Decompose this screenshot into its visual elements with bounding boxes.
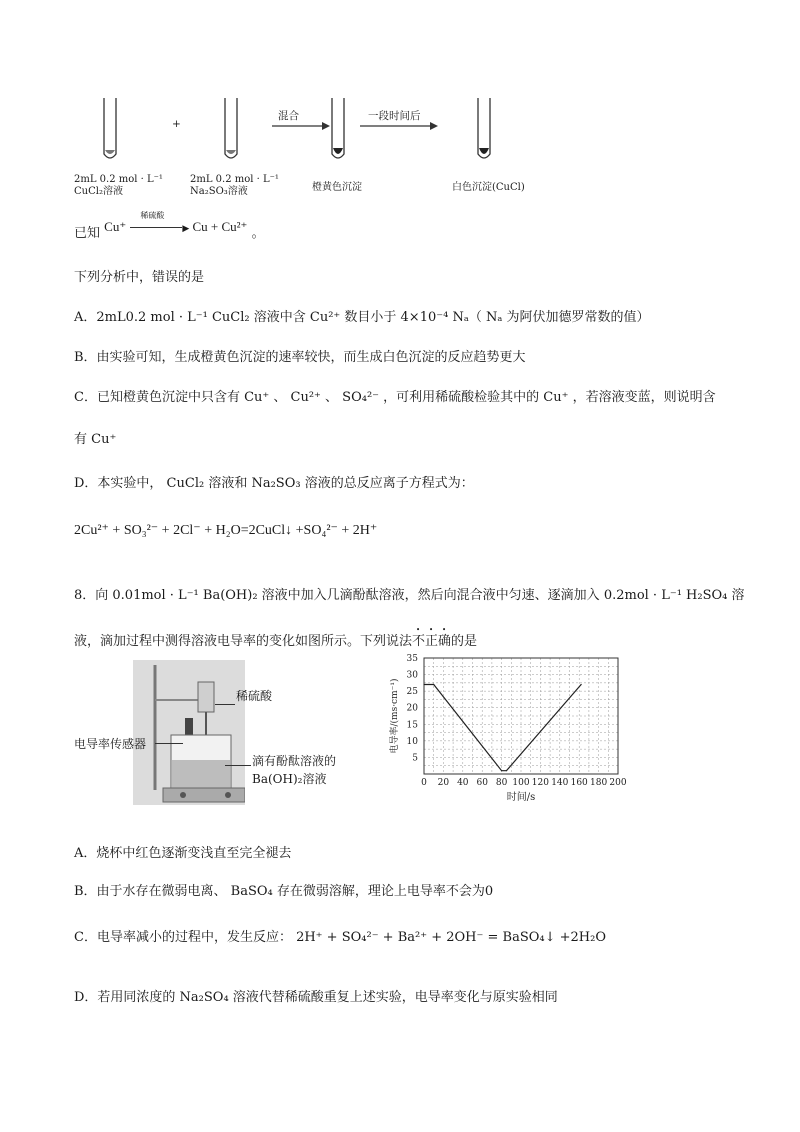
q8-option-b: B．由于水存在微弱电离、 BaSO₄ 存在微弱溶解，理论上电导率不会为0 <box>74 884 494 899</box>
x-tick-label: 0 <box>421 778 427 788</box>
data-point <box>506 770 507 771</box>
data-point <box>423 684 424 685</box>
q7-option-a: A．2mL0.2 mol · L⁻¹ CuCl₂ 溶液中含 Cu²⁺ 数目小于 4×10⁻⁴ Nₐ（ Nₐ 为阿伏加德罗常数的值） <box>74 310 650 325</box>
conductivity-chart <box>388 650 638 810</box>
x-tick-label: 40 <box>457 778 469 788</box>
condition-arrow: 稀硫酸 ▶ <box>130 220 188 235</box>
x-tick-label: 100 <box>512 778 530 788</box>
arrow-time-label: 一段时间后 <box>368 110 421 122</box>
q7-option-c: C．已知橙黄色沉淀中只含有 Cu⁺ 、 Cu²⁺ 、 SO₄²⁻ ，可利用稀硫酸检验其中的 Cu⁺ ，若溶液变蓝，则说明含 <box>74 390 716 405</box>
x-axis-label: 时间/s <box>506 792 536 803</box>
y-tick-label: 30 <box>406 670 418 681</box>
label-solution-2: Ba(OH)₂溶液 <box>252 772 327 786</box>
conductivity-line <box>424 685 581 771</box>
tube-diagram <box>60 90 580 170</box>
x-tick-label: 200 <box>609 778 627 788</box>
x-tick-label: 160 <box>570 778 588 788</box>
arrow-mix-label: 混合 <box>278 110 299 122</box>
y-axis-label: 电导率/(ms·cm⁻¹) <box>390 678 400 754</box>
data-point <box>581 684 582 685</box>
q7-option-d: D．本实验中， CuCl₂ 溶液和 Na₂SO₃ 溶液的总反应离子方程式为： <box>74 476 474 491</box>
y-tick-label: 10 <box>406 736 418 747</box>
q8-option-d: D．若用同浓度的 Na₂SO₄ 溶液代替稀硫酸重复上述实验，电导率变化与原实验相同 <box>74 990 558 1005</box>
q7-option-c-cont: 有 Cu⁺ <box>74 432 117 447</box>
label-sensor: 电导率传感器 <box>74 737 147 751</box>
data-point <box>433 684 434 685</box>
test-tube-1 <box>104 98 116 158</box>
q8-option-a: A．烧杯中红色逐渐变浅直至完全褪去 <box>74 846 292 861</box>
x-tick-label: 80 <box>495 778 508 788</box>
tube4-label: 白色沉淀(CuCl) <box>452 182 525 193</box>
y-tick-label: 20 <box>406 703 418 714</box>
leader-sensor <box>155 743 183 744</box>
label-solution-1: 滴有酚酞溶液的 <box>252 754 337 768</box>
data-point <box>501 770 502 771</box>
apparatus-drawing <box>133 660 245 805</box>
x-tick-label: 120 <box>531 778 549 788</box>
tube2-label: 2mL 0.2 mol · L⁻¹ Na₂SO₃溶液 <box>190 174 279 197</box>
q7-stem: 下列分析中，错误的是 <box>74 270 205 285</box>
q8-stem-line1: 8．向 0.01mol · L⁻¹ Ba(OH)₂ 溶液中加入几滴酚酞溶液，然后向混合液中匀速、逐滴加入 0.2mol · L⁻¹ H₂SO₄ 溶 <box>74 588 745 603</box>
label-acid: 稀硫酸 <box>236 689 273 703</box>
test-tube-4 <box>478 98 490 158</box>
emphasized-not-correct: 不正确 <box>412 634 452 649</box>
tube1-label: 2mL 0.2 mol · L⁻¹ CuCl₂溶液 <box>74 174 163 197</box>
y-tick-label: 35 <box>406 654 418 664</box>
q7-equation: 2Cu²⁺ + SO₃²⁻ + 2Cl⁻ + H₂O=2CuCl↓ +SO₄²⁻ + 2H⁺ <box>74 523 378 538</box>
test-tube-3 <box>332 98 344 158</box>
x-tick-label: 140 <box>551 778 569 788</box>
x-tick-label: 180 <box>590 778 608 788</box>
test-tube-2 <box>225 98 237 158</box>
q8-stem-line2: 液，滴加过程中测得溶液电导率的变化如图所示。下列说法不正确的是 <box>74 634 478 649</box>
leader-solution <box>225 765 251 766</box>
leader-acid <box>215 704 235 705</box>
q7-option-b: B．由实验可知，生成橙黄色沉淀的速率较快，而生成白色沉淀的反应趋势更大 <box>74 350 526 365</box>
known-reaction: 已知 Cu⁺ 稀硫酸 ▶ Cu + Cu²⁺ 。 <box>74 211 265 241</box>
plus-sign: + <box>172 118 181 130</box>
x-tick-label: 20 <box>437 778 450 788</box>
tube3-label: 橙黄色沉淀 <box>312 182 362 193</box>
y-tick-label: 5 <box>412 753 418 764</box>
q8-option-c: C．电导率减小的过程中，发生反应： 2H⁺ + SO₄²⁻ + Ba²⁺ + 2OH⁻ = BaSO₄↓ +2H₂O <box>74 930 607 945</box>
apparatus-photo <box>133 660 245 805</box>
x-tick-label: 60 <box>476 778 488 788</box>
y-tick-label: 25 <box>406 687 418 698</box>
y-tick-label: 15 <box>406 720 418 731</box>
